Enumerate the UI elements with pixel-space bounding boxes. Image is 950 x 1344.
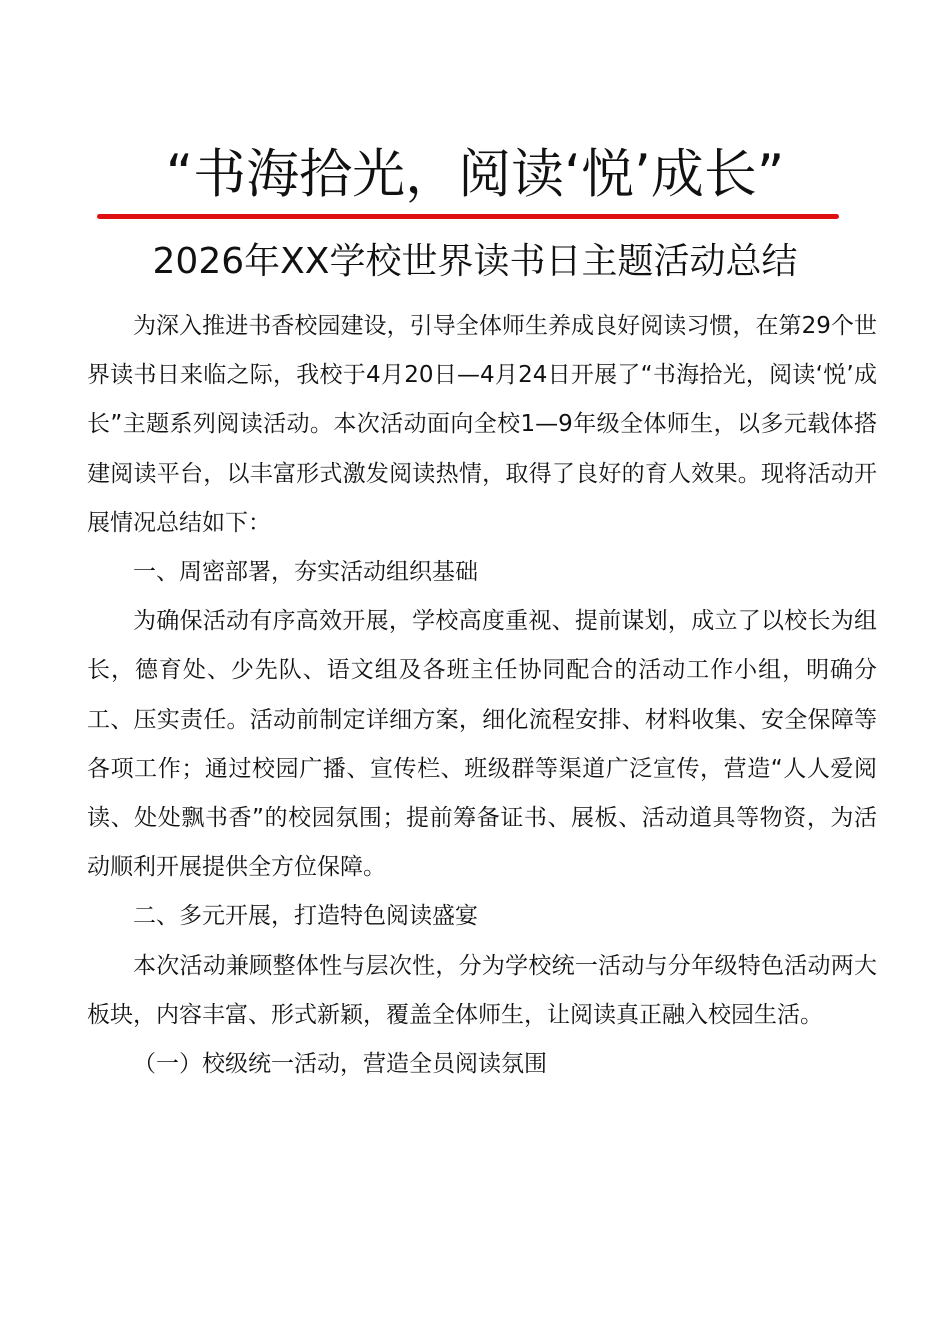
section-1-paragraph: 为确保活动有序高效开展，学校高度重视、提前谋划，成立了以校长为组长，德育处、少先队、语文组及各班主任协同配合的活动工作小组，明确分工、压实责任。活动前制定详细方案，细化流程安排、材料收集、安全保障等各项工作；通过校园广播、宣传栏、班级群等渠道广泛宣传，营造“人人爱阅读、处处飘书香”的校园氛围；提前筹备证书、展板、活动道具等物资，为活动顺利开展提供全方位保障。 [87, 608, 877, 881]
document-subtitle: 2026年XX学校世界读书日主题活动总结 [152, 241, 798, 282]
section-heading-2: 二、多元开展，打造特色阅读盛宴 [133, 903, 478, 930]
subsection-heading-2-1: （一）校级统一活动，营造全员阅读氛围 [133, 1051, 547, 1078]
title-red-rule [97, 214, 839, 219]
section-2-paragraph: 本次活动兼顾整体性与层次性，分为学校统一活动与分年级特色活动两大板块，内容丰富、形式新颖，覆盖全体师生，让阅读真正融入校园生活。 [87, 952, 877, 1028]
document-title: “书海拾光，阅读‘悦’成长” [165, 144, 785, 205]
intro-paragraph: 为深入推进书香校园建设，引导全体师生养成良好阅读习惯，在第29个世界读书日来临之际，我校于4月20日—4月24日开展了“书海拾光，阅读‘悦’成长”主题系列阅读活动。本次活动面向全校1—9年级全体师生，以多元载体搭建阅读平台，以丰富形式激发阅读热情，取得了良好的育人效果。现将活动开展情况总结如下： [87, 313, 877, 536]
section-heading-1: 一、周密部署，夯实活动组织基础 [133, 559, 478, 586]
document-body [87, 302, 877, 1089]
